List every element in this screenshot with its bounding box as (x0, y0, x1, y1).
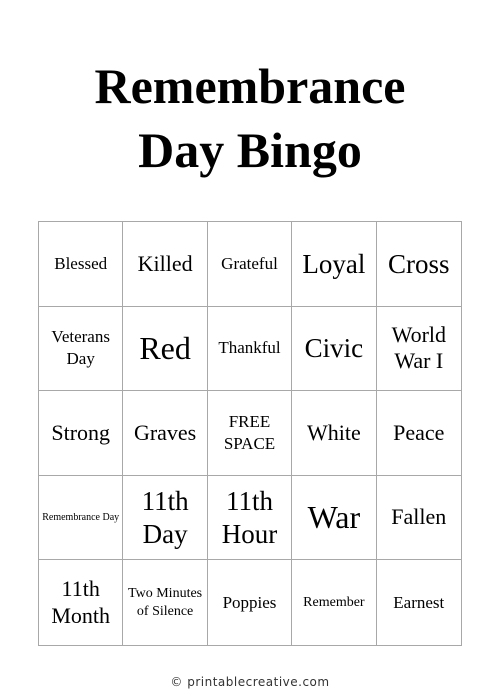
bingo-cell: Graves (123, 391, 207, 476)
bingo-cell: Remember (292, 560, 376, 645)
bingo-cell: War (292, 476, 376, 561)
bingo-cell: Veterans Day (39, 307, 123, 392)
bingo-cell: Grateful (208, 222, 292, 307)
bingo-cell: White (292, 391, 376, 476)
bingo-cell: Cross (377, 222, 461, 307)
bingo-cell: Two Minutes of Silence (123, 560, 207, 645)
bingo-cell: 11th Month (39, 560, 123, 645)
bingo-cell: Thankful (208, 307, 292, 392)
bingo-cell: 11th Day (123, 476, 207, 561)
free-space-cell: FREE SPACE (208, 391, 292, 476)
bingo-cell: Fallen (377, 476, 461, 561)
bingo-cell: Poppies (208, 560, 292, 645)
bingo-cell: Civic (292, 307, 376, 392)
bingo-cell: Remembrance Day (39, 476, 123, 561)
bingo-cell: 11th Hour (208, 476, 292, 561)
title-line-2: Day Bingo (138, 122, 362, 178)
bingo-cell: Killed (123, 222, 207, 307)
bingo-board (38, 221, 462, 646)
page-title (0, 54, 500, 182)
title-line-1: Remembrance (94, 58, 406, 114)
footer-credit: © printablecreative.com (170, 675, 330, 689)
bingo-cell: World War I (377, 307, 461, 392)
bingo-cell: Blessed (39, 222, 123, 307)
bingo-cell: Loyal (292, 222, 376, 307)
bingo-cell: Red (123, 307, 207, 392)
bingo-cell: Strong (39, 391, 123, 476)
bingo-cell: Earnest (393, 592, 445, 612)
bingo-cell: Peace (377, 391, 461, 476)
